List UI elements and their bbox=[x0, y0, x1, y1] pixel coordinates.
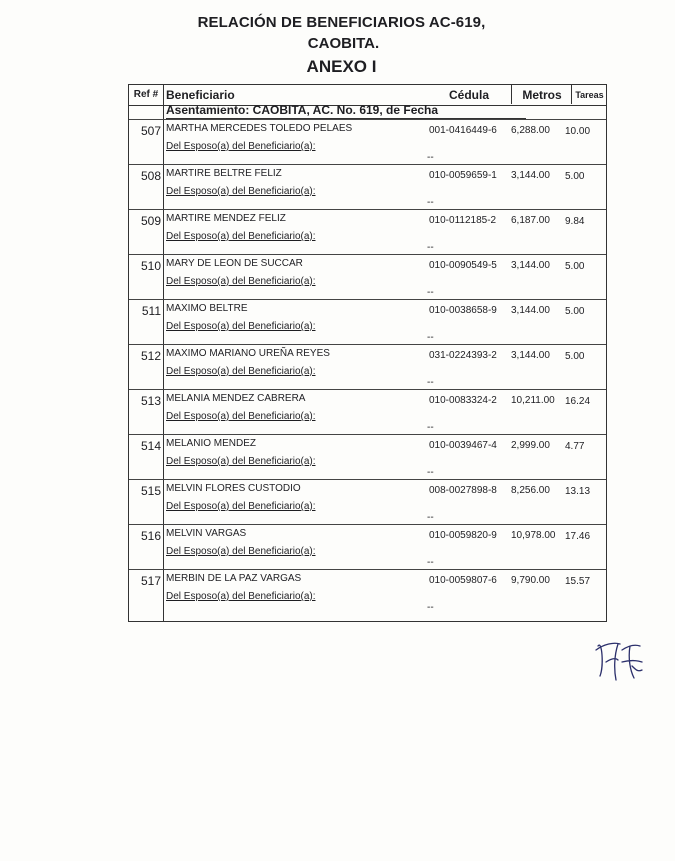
table-row bbox=[129, 524, 606, 570]
spouse-label: Del Esposo(a) del Beneficiario(a): bbox=[166, 276, 316, 287]
annex-title: ANEXO I bbox=[306, 57, 377, 76]
cedula-value: 010-0039467-4 bbox=[429, 440, 497, 451]
spouse-label: Del Esposo(a) del Beneficiario(a): bbox=[166, 321, 316, 332]
column-divider bbox=[511, 84, 512, 104]
beneficiary-name: MARTIRE MENDEZ FELIZ bbox=[166, 213, 286, 224]
spouse-label: Del Esposo(a) del Beneficiario(a): bbox=[166, 411, 316, 422]
table-row bbox=[129, 389, 606, 435]
spouse-value: -- bbox=[427, 377, 434, 388]
beneficiary-name: MELANIA MENDEZ CABRERA bbox=[166, 393, 306, 404]
metros-value: 3,144.00 bbox=[511, 170, 550, 181]
tareas-value: 4.77 bbox=[565, 441, 585, 452]
table-row bbox=[129, 119, 606, 165]
beneficiaries-table bbox=[128, 84, 607, 622]
metros-value: 10,978.00 bbox=[511, 530, 556, 541]
cedula-value: 010-0059659-1 bbox=[429, 170, 497, 181]
spouse-label: Del Esposo(a) del Beneficiario(a): bbox=[166, 501, 316, 512]
spouse-value: -- bbox=[427, 197, 434, 208]
metros-value: 2,999.00 bbox=[511, 440, 550, 451]
tareas-value: 16.24 bbox=[565, 396, 591, 407]
tareas-value: 13.13 bbox=[565, 486, 591, 497]
cedula-value: 031-0224393-2 bbox=[429, 350, 497, 361]
column-header-ref: Ref # bbox=[133, 89, 159, 100]
beneficiary-name: MELVIN FLORES CUSTODIO bbox=[166, 483, 301, 494]
spouse-value: -- bbox=[427, 287, 434, 298]
beneficiary-name: MAXIMO MARIANO UREÑA REYES bbox=[166, 348, 330, 359]
ref-number: 516 bbox=[140, 529, 161, 543]
spouse-value: -- bbox=[427, 332, 434, 343]
table-row bbox=[129, 209, 606, 255]
beneficiary-name: MARTIRE BELTRE FELIZ bbox=[166, 168, 282, 179]
tareas-value: 17.46 bbox=[565, 531, 591, 542]
column-header-tareas: Tareas bbox=[575, 90, 604, 100]
asentamiento-label: Asentamiento: CAOBITA, AC. No. 619, de Fecha bbox=[166, 103, 526, 119]
cedula-value: 010-0038658-9 bbox=[429, 305, 497, 316]
spouse-value: -- bbox=[427, 557, 434, 568]
cedula-value: 010-0059820-9 bbox=[429, 530, 497, 541]
column-header-metros: Metros bbox=[522, 88, 562, 102]
spouse-value: -- bbox=[427, 512, 434, 523]
tareas-value: 15.57 bbox=[565, 576, 591, 587]
metros-value: 3,144.00 bbox=[511, 305, 550, 316]
spouse-label: Del Esposo(a) del Beneficiario(a): bbox=[166, 366, 316, 377]
spouse-label: Del Esposo(a) del Beneficiario(a): bbox=[166, 456, 316, 467]
spouse-value: -- bbox=[427, 242, 434, 253]
tareas-value: 5.00 bbox=[565, 351, 585, 362]
table-row bbox=[129, 479, 606, 525]
ref-number: 509 bbox=[140, 214, 161, 228]
spouse-label: Del Esposo(a) del Beneficiario(a): bbox=[166, 141, 316, 152]
metros-value: 6,288.00 bbox=[511, 125, 550, 136]
spouse-label: Del Esposo(a) del Beneficiario(a): bbox=[166, 591, 316, 602]
metros-value: 3,144.00 bbox=[511, 350, 550, 361]
metros-value: 8,256.00 bbox=[511, 485, 550, 496]
spouse-value: -- bbox=[427, 467, 434, 478]
beneficiary-name: MAXIMO BELTRE bbox=[166, 303, 248, 314]
ref-number: 517 bbox=[140, 574, 161, 588]
spouse-label: Del Esposo(a) del Beneficiario(a): bbox=[166, 231, 316, 242]
table-row bbox=[129, 434, 606, 480]
metros-value: 6,187.00 bbox=[511, 215, 550, 226]
beneficiary-name: MERBIN DE LA PAZ VARGAS bbox=[166, 573, 302, 584]
beneficiary-name: MELVIN VARGAS bbox=[166, 528, 247, 539]
table-row bbox=[129, 254, 606, 300]
ref-number: 513 bbox=[140, 394, 161, 408]
ref-number: 511 bbox=[141, 304, 161, 318]
cedula-value: 010-0090549-5 bbox=[429, 260, 497, 271]
tareas-value: 5.00 bbox=[565, 306, 585, 317]
cedula-value: 001-0416449-6 bbox=[429, 125, 497, 136]
column-divider bbox=[571, 84, 572, 104]
column-header-beneficiario: Beneficiario bbox=[166, 88, 235, 102]
cedula-value: 010-0059807-6 bbox=[429, 575, 497, 586]
cedula-value: 010-0112185-2 bbox=[429, 215, 497, 226]
spouse-value: -- bbox=[427, 422, 434, 433]
beneficiary-name: MARY DE LEON DE SUCCAR bbox=[166, 258, 303, 269]
cedula-value: 010-0083324-2 bbox=[429, 395, 497, 406]
metros-value: 10,211.00 bbox=[511, 395, 555, 406]
table-row bbox=[129, 164, 606, 210]
document-subtitle: CAOBITA. bbox=[307, 35, 380, 52]
table-row bbox=[129, 299, 606, 345]
tareas-value: 5.00 bbox=[565, 261, 585, 272]
ref-number: 515 bbox=[140, 484, 161, 498]
table-row bbox=[129, 344, 606, 390]
ref-number: 514 bbox=[140, 439, 161, 453]
ref-number: 508 bbox=[140, 169, 161, 183]
tareas-value: 5.00 bbox=[565, 171, 585, 182]
ref-number: 510 bbox=[140, 259, 161, 273]
beneficiary-name: MELANIO MENDEZ bbox=[166, 438, 257, 449]
beneficiary-name: MARTHA MERCEDES TOLEDO PELAES bbox=[166, 123, 353, 134]
column-header-cedula: Cédula bbox=[448, 88, 489, 102]
document-title: RELACIÓN DE BENEFICIARIOS AC-619, bbox=[197, 14, 486, 31]
tareas-value: 10.00 bbox=[565, 126, 591, 137]
spouse-value: -- bbox=[427, 152, 434, 163]
handwritten-initials-signature bbox=[592, 636, 648, 686]
ref-number: 512 bbox=[140, 349, 161, 363]
spouse-value: -- bbox=[427, 602, 434, 613]
tareas-value: 9.84 bbox=[565, 216, 585, 227]
metros-value: 3,144.00 bbox=[511, 260, 550, 271]
metros-value: 9,790.00 bbox=[511, 575, 550, 586]
spouse-label: Del Esposo(a) del Beneficiario(a): bbox=[166, 546, 316, 557]
cedula-value: 008-0027898-8 bbox=[429, 485, 497, 496]
table-row bbox=[129, 569, 606, 615]
spouse-label: Del Esposo(a) del Beneficiario(a): bbox=[166, 186, 316, 197]
ref-number: 507 bbox=[140, 124, 161, 138]
